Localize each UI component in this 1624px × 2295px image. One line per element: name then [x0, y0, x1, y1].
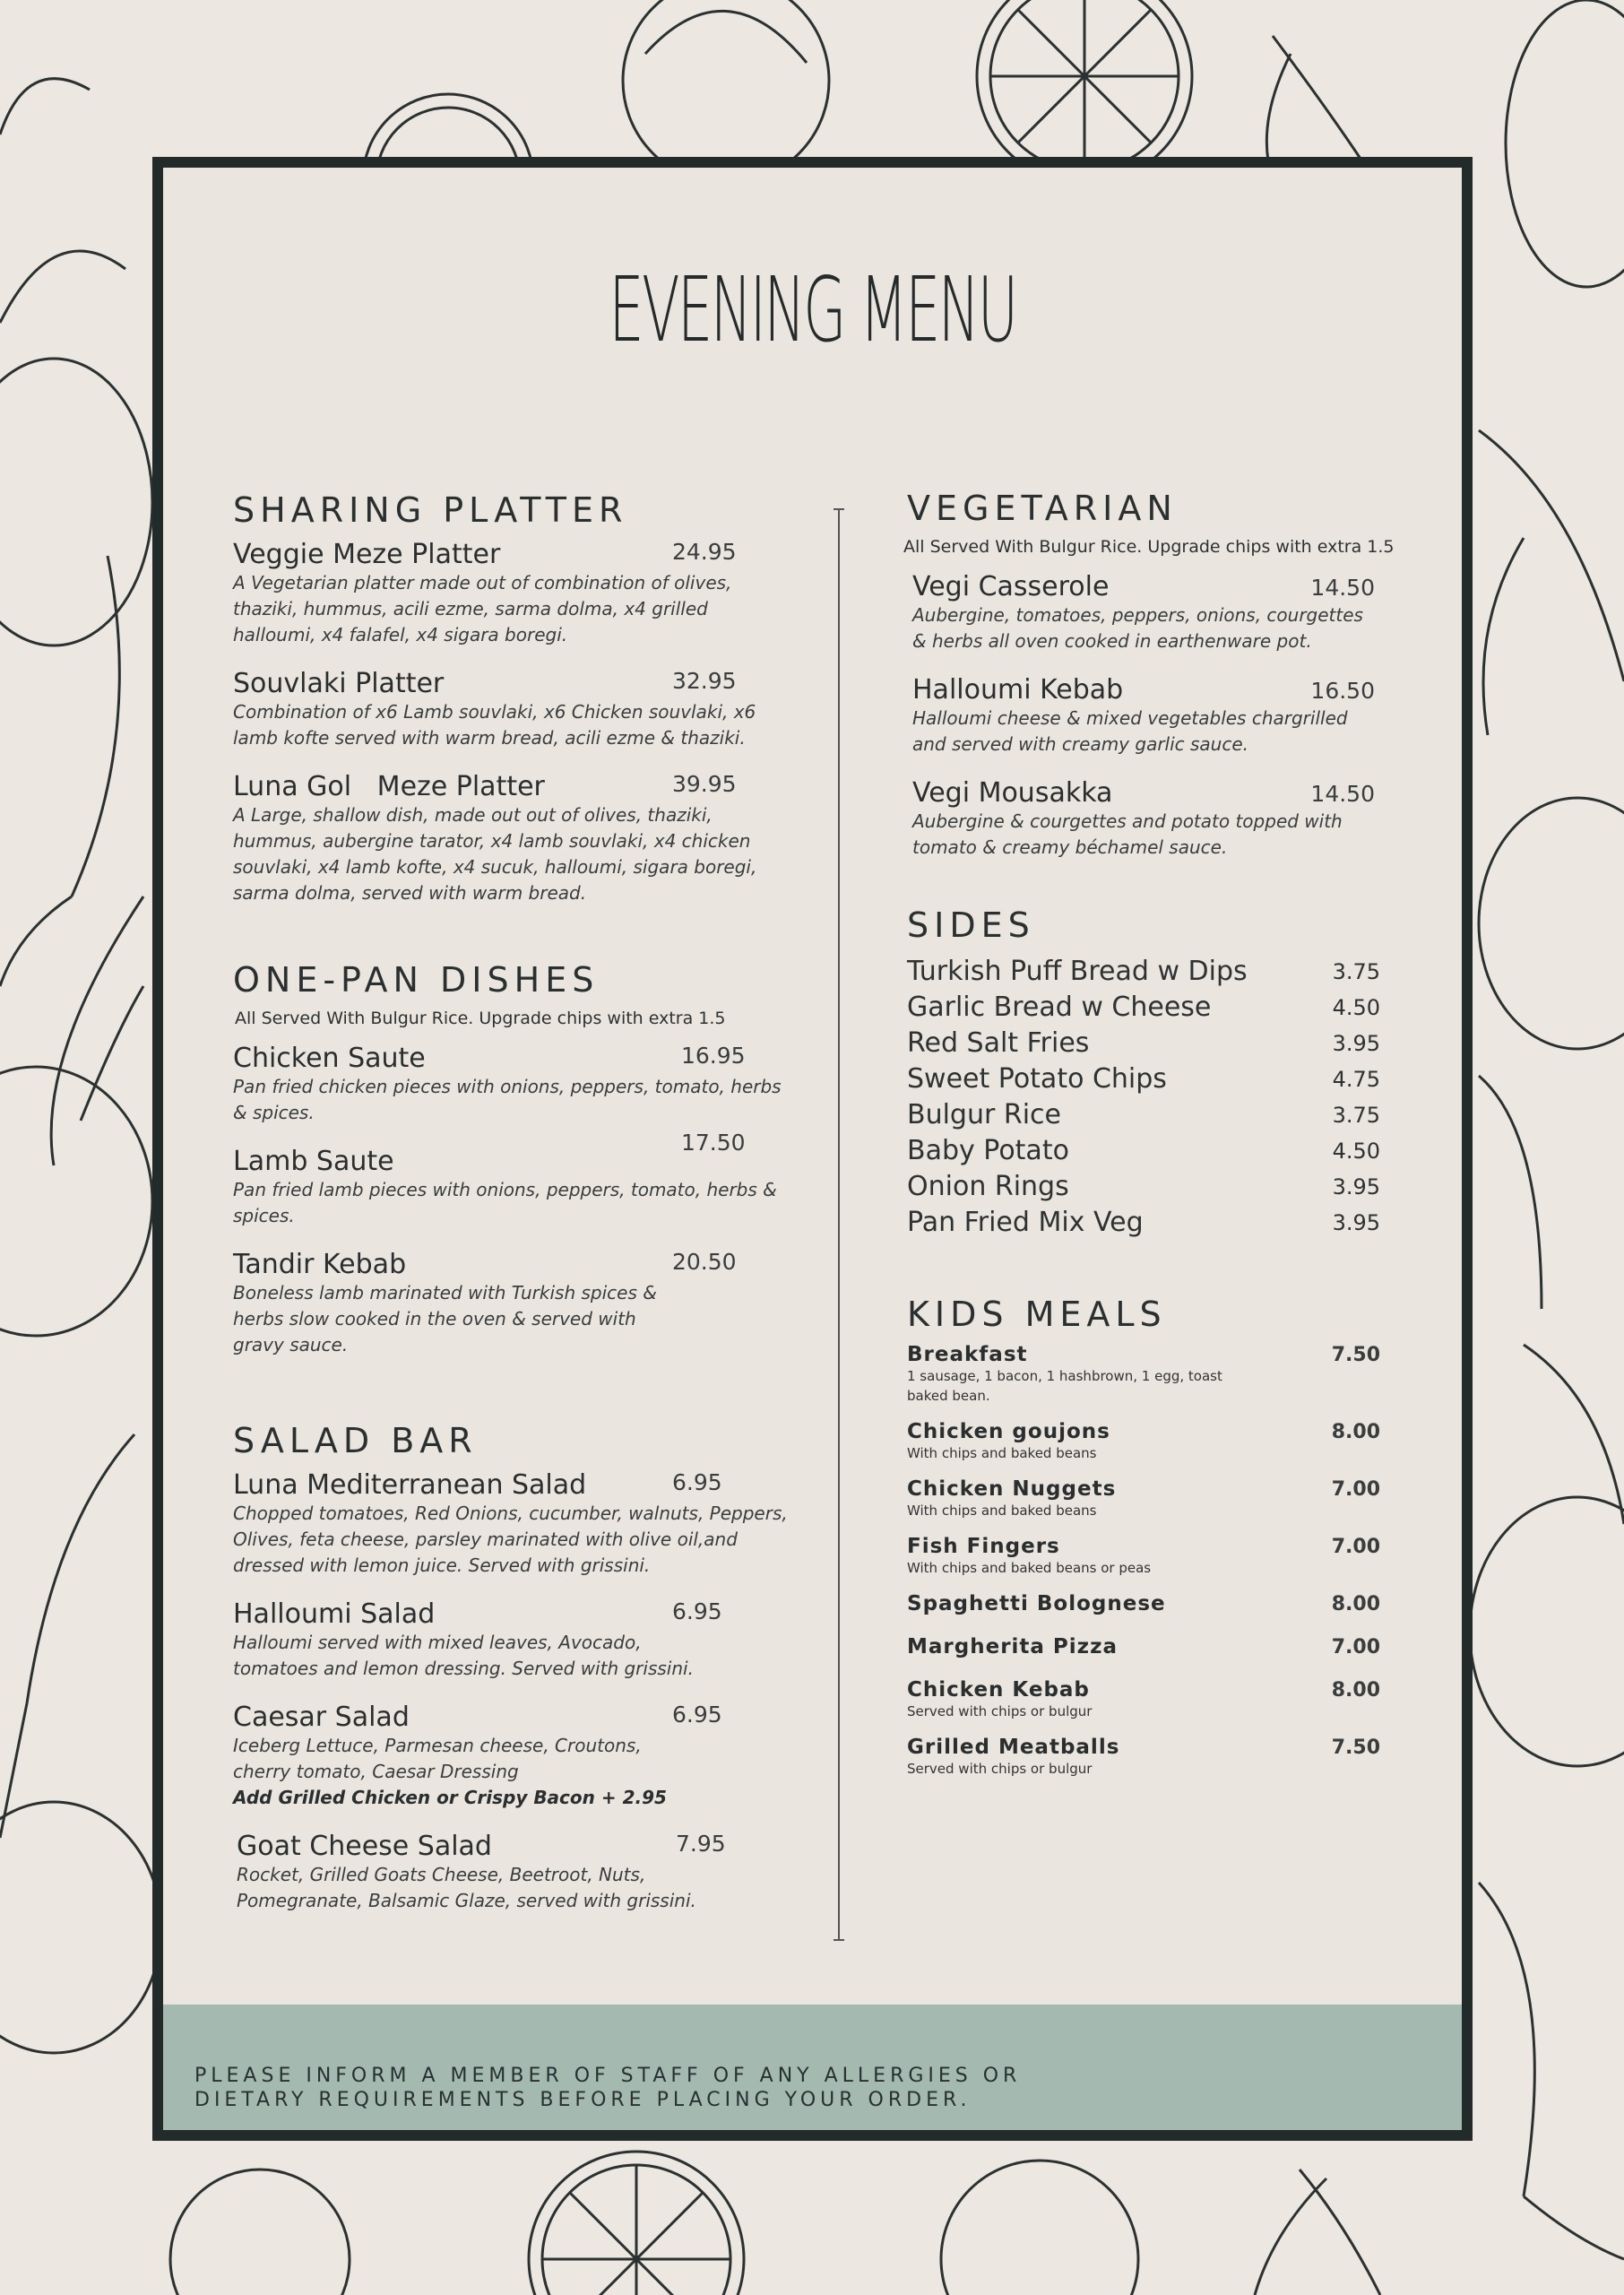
kids-item	[907, 1592, 1427, 1615]
section-salad-bar	[233, 1421, 789, 1914]
menu-card	[152, 157, 1473, 2141]
item-name: Lamb Saute	[233, 1146, 394, 1177]
item-name: Pan Fried Mix Veg	[907, 1207, 1144, 1238]
item-name: Luna Gol Meze Platter	[233, 771, 545, 802]
item-price: 6.95	[672, 1702, 722, 1728]
side-item	[907, 1097, 1427, 1133]
section-note: All Served With Bulgur Rice. Upgrade chips with extra 1.5	[235, 1009, 726, 1028]
item-addon: Add Grilled Chicken or Crispy Bacon + 2.95	[233, 1787, 667, 1808]
item-name: Onion Rings	[907, 1171, 1069, 1202]
item-price: 8.00	[1331, 1679, 1380, 1702]
item-name: Chicken goujons	[907, 1420, 1110, 1443]
item-description: Iceberg Lettuce, Parmesan cheese, Croutons, cherry tomato, Caesar Dressing	[233, 1735, 642, 1782]
item-name: Chicken Nuggets	[907, 1477, 1117, 1501]
item-description: With chips and baked beans	[907, 1503, 1097, 1519]
right-column	[903, 489, 1427, 1793]
section-title: SALAD BAR	[233, 1421, 478, 1460]
menu-item	[237, 1831, 789, 1914]
kids-item	[907, 1420, 1427, 1463]
item-price: 3.95	[1332, 1210, 1380, 1235]
item-name: Grilled Meatballs	[907, 1736, 1120, 1759]
menu-item	[233, 1469, 789, 1579]
item-description: A Large, shallow dish, made out out of olives, thaziki, hummus, aubergine tarator, x4 lamb souvlaki, x4 chicken souvlaki, x4 lamb kofte, x4 sucuk, halloumi, sigara boregi, sarma dolma, served with warm bread.	[233, 804, 757, 904]
item-name: Veggie Meze Platter	[233, 539, 501, 570]
item-price: 4.50	[1332, 995, 1380, 1020]
item-price: 16.95	[681, 1043, 746, 1069]
item-price: 8.00	[1331, 1421, 1380, 1443]
item-price: 16.50	[1310, 678, 1375, 704]
item-description: With chips and baked beans or peas	[907, 1560, 1152, 1576]
item-description: Served with chips or bulgur	[907, 1761, 1093, 1777]
item-name: Red Salt Fries	[907, 1027, 1090, 1059]
allergy-notice-line: PLEASE INFORM A MEMBER OF STAFF OF ANY ALLERGIES OR	[194, 2065, 1022, 2087]
item-price: 7.00	[1331, 1536, 1380, 1558]
menu-item	[233, 668, 789, 751]
menu-item	[233, 1598, 789, 1682]
section-title: ONE-PAN DISHES	[233, 960, 600, 1000]
item-name: Tandir Kebab	[233, 1249, 407, 1280]
section-title: VEGETARIAN	[907, 489, 1178, 528]
item-name: Souvlaki Platter	[233, 668, 445, 699]
item-description: Aubergine, tomatoes, peppers, onions, courgettes & herbs all oven cooked in earthenware pot.	[912, 604, 1363, 652]
item-price: 8.00	[1331, 1593, 1380, 1615]
allergy-notice-line: DIETARY REQUIREMENTS BEFORE PLACING YOUR ORDER.	[194, 2089, 972, 2111]
item-name: Bulgur Rice	[907, 1099, 1061, 1130]
item-name: Fish Fingers	[907, 1535, 1060, 1558]
allergy-notice	[194, 2064, 1021, 2112]
item-description: Chopped tomatoes, Red Onions, cucumber, walnuts, Peppers, Olives, feta cheese, parsley marinated with olive oil,and dressed with lemon juice. Served with grissini.	[233, 1503, 788, 1576]
item-price: 7.50	[1331, 1344, 1380, 1366]
item-description: Aubergine & courgettes and potato topped with tomato & creamy béchamel sauce.	[912, 810, 1343, 858]
item-price: 6.95	[672, 1469, 722, 1495]
menu-item	[233, 1043, 789, 1126]
item-name: Halloumi Kebab	[912, 674, 1124, 706]
item-name: Turkish Puff Bread w Dips	[907, 956, 1248, 987]
item-price: 20.50	[672, 1249, 737, 1275]
section-title: SIDES	[907, 905, 1035, 945]
item-price: 6.95	[672, 1598, 722, 1624]
side-item	[907, 954, 1427, 990]
column-divider	[838, 508, 840, 1941]
side-item	[907, 1133, 1427, 1169]
kids-item	[907, 1343, 1427, 1406]
kids-item	[907, 1736, 1427, 1779]
item-description: 1 sausage, 1 bacon, 1 hashbrown, 1 egg, toast baked bean.	[907, 1368, 1222, 1404]
side-item	[907, 1061, 1427, 1097]
item-description: Halloumi cheese & mixed vegetables chargrilled and served with creamy garlic sauce.	[912, 707, 1348, 755]
item-description: With chips and baked beans	[907, 1445, 1097, 1461]
side-item	[907, 990, 1427, 1026]
item-description: A Vegetarian platter made out of combination of olives, thaziki, hummus, acili ezme, sarma dolma, x4 grilled halloumi, x4 falafel, x4 sigara boregi.	[233, 572, 732, 645]
item-name: Vegi Mousakka	[912, 777, 1113, 809]
item-price: 7.00	[1331, 1478, 1380, 1501]
kids-item	[907, 1535, 1427, 1578]
item-price: 3.95	[1332, 1031, 1380, 1056]
item-name: Vegi Casserole	[912, 571, 1110, 602]
section-kids-meals	[907, 1295, 1427, 1779]
item-description: Pan fried chicken pieces with onions, peppers, tomato, herbs & spices.	[233, 1076, 782, 1123]
menu-item	[233, 1130, 789, 1229]
kids-item	[907, 1635, 1427, 1658]
kids-item	[907, 1477, 1427, 1520]
item-price: 32.95	[672, 668, 737, 694]
section-note: All Served With Bulgur Rice. Upgrade chips with extra 1.5	[903, 537, 1395, 557]
side-item	[907, 1169, 1427, 1205]
item-name: Caesar Salad	[233, 1702, 410, 1733]
item-price: 4.50	[1332, 1139, 1380, 1164]
item-name: Garlic Bread w Cheese	[907, 992, 1212, 1023]
section-title: KIDS MEALS	[907, 1295, 1167, 1334]
side-item	[907, 1026, 1427, 1061]
item-price: 7.50	[1331, 1736, 1380, 1759]
section-one-pan-dishes	[233, 960, 789, 1358]
item-name: Baby Potato	[907, 1135, 1069, 1166]
menu-title: EVENING MENU	[609, 257, 1016, 362]
item-price: 3.95	[1332, 1174, 1380, 1199]
side-item	[907, 1205, 1427, 1241]
item-price: 17.50	[681, 1130, 746, 1156]
menu-item	[233, 1702, 789, 1811]
menu-item	[912, 674, 1427, 758]
item-description: Rocket, Grilled Goats Cheese, Beetroot, Nuts, Pomegranate, Balsamic Glaze, served with grissini.	[237, 1864, 696, 1911]
menu-item	[233, 1249, 789, 1358]
section-vegetarian	[903, 489, 1427, 861]
item-price: 7.00	[1331, 1636, 1380, 1658]
section-sharing-platter	[233, 490, 789, 906]
item-price: 39.95	[672, 771, 737, 797]
item-name: Chicken Saute	[233, 1043, 426, 1074]
item-price: 4.75	[1332, 1067, 1380, 1092]
item-price: 3.75	[1332, 1103, 1380, 1128]
item-name: Breakfast	[907, 1343, 1028, 1366]
item-price: 3.75	[1332, 959, 1380, 984]
item-description: Pan fried lamb pieces with onions, peppers, tomato, herbs & spices.	[233, 1179, 777, 1226]
item-description: Served with chips or bulgur	[907, 1703, 1093, 1719]
section-sides	[907, 905, 1427, 1241]
item-price: 14.50	[1310, 575, 1375, 601]
item-name: Luna Mediterranean Salad	[233, 1469, 587, 1501]
menu-item	[912, 777, 1427, 861]
item-name: Goat Cheese Salad	[237, 1831, 492, 1862]
item-description: Combination of x6 Lamb souvlaki, x6 Chicken souvlaki, x6 lamb kofte served with warm bread, acili ezme & thaziki.	[233, 701, 756, 749]
item-name: Chicken Kebab	[907, 1678, 1090, 1702]
item-name: Sweet Potato Chips	[907, 1063, 1167, 1095]
item-price: 24.95	[672, 539, 737, 565]
item-name: Spaghetti Bolognese	[907, 1592, 1166, 1615]
section-title: SHARING PLATTER	[233, 490, 628, 530]
menu-item	[233, 539, 789, 648]
item-name: Halloumi Salad	[233, 1598, 436, 1630]
item-name: Margherita Pizza	[907, 1635, 1118, 1658]
item-price: 14.50	[1310, 781, 1375, 807]
kids-item	[907, 1678, 1427, 1721]
item-price: 7.95	[676, 1831, 726, 1857]
item-description: Boneless lamb marinated with Turkish spices & herbs slow cooked in the oven & served with gravy sauce.	[233, 1282, 657, 1355]
item-description: Halloumi served with mixed leaves, Avocado, tomatoes and lemon dressing. Served with grissini.	[233, 1632, 694, 1679]
menu-item	[912, 571, 1427, 654]
allergy-notice-footer	[163, 2005, 1462, 2130]
left-column	[233, 490, 789, 1934]
menu-item	[233, 771, 789, 906]
